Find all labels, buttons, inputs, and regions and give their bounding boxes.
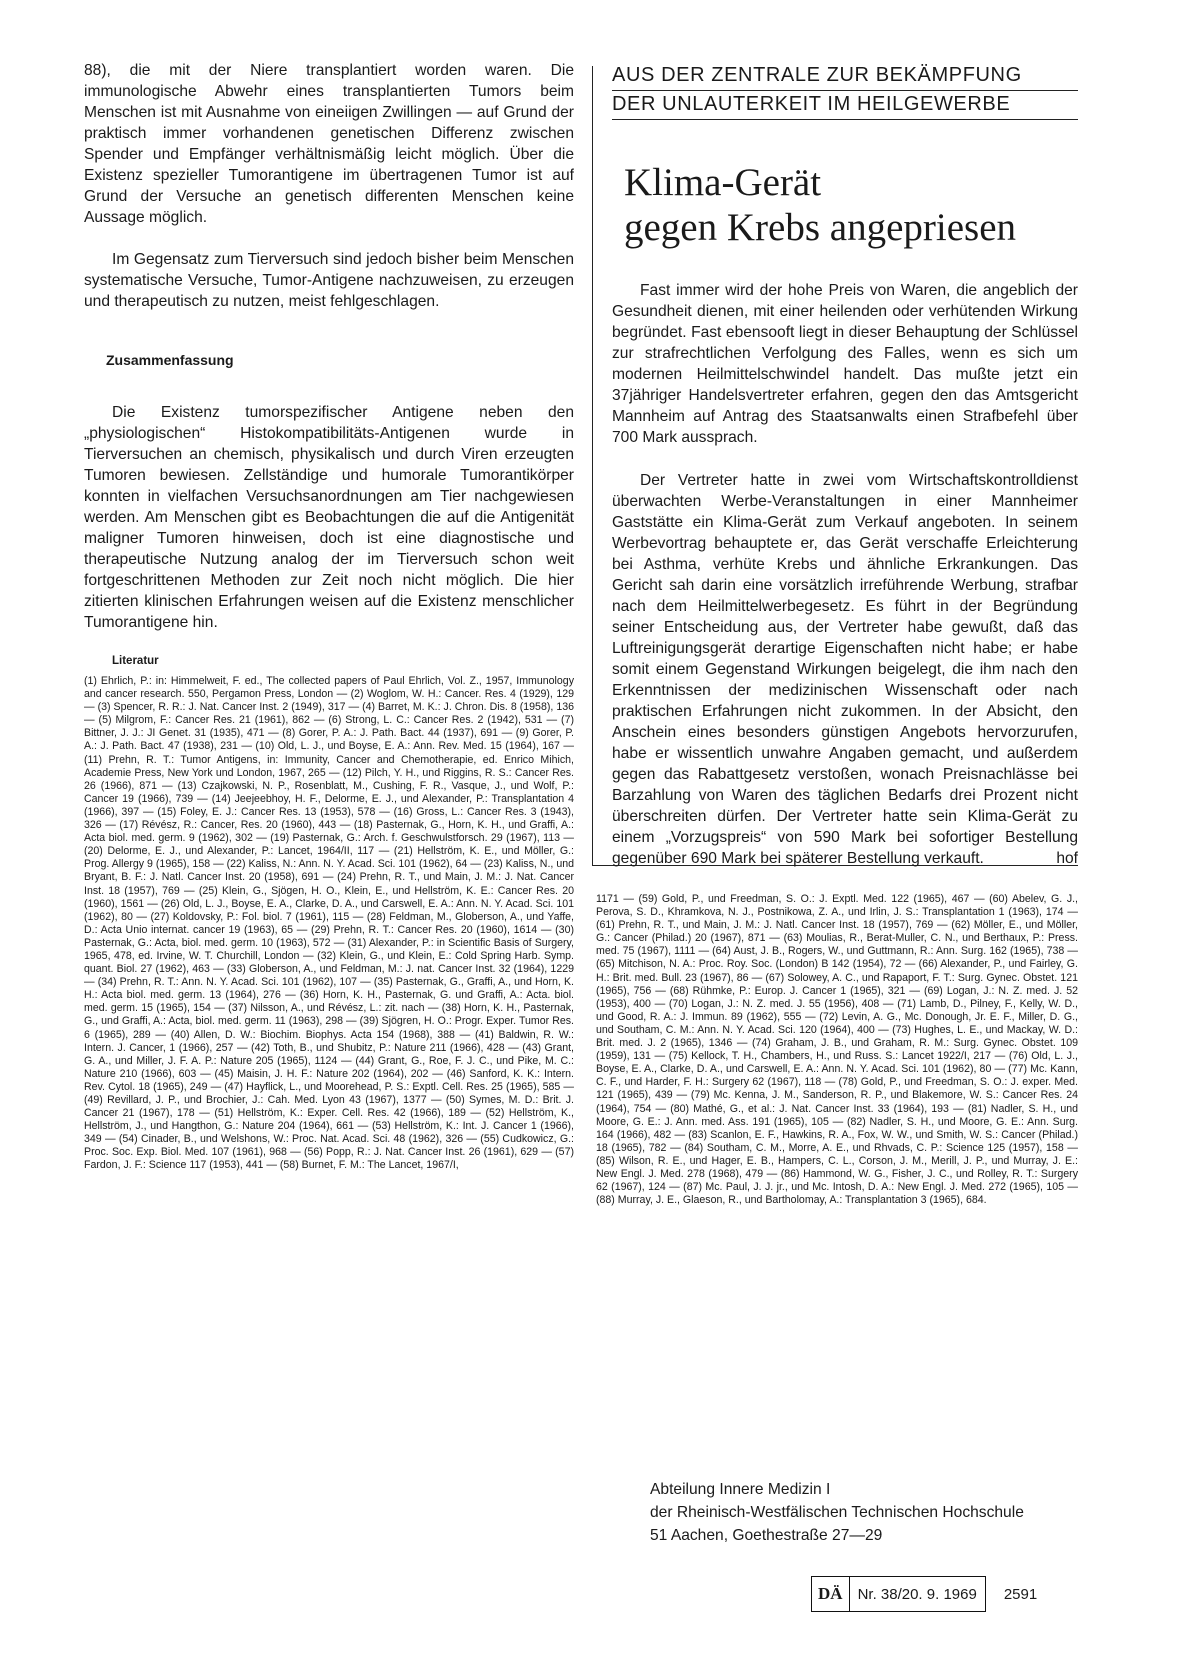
references-list: (1) Ehrlich, P.: in: Himmelweit, F. ed., The collected papers of Paul Ehrlich, Vol. Z., 1957, Immunology and cancer research. 550, Pergamon Press, London — (2) Woglom, W. H.: Cancer. Res. 4 (1929), 129 — (3) Spencer, R. R.: J. Nat. Cancer Inst. 2 (1949), 317 — (4) Barret, M. K.: J. Chron. Dis. 8 (1958), 136 — (5) Milgrom, F.: Cancer Res. 21 (1961), 862 — (6) Strong, L. C.: Cancer Res. 2 (1942), 531 — (7) Bittner, J. J.: JI Genet. 31 (1935), 471 — (8) Gorer, P. A.: J. Path. Bact. 44 (1937), 691 — (9) Gorer, P. A.: J. Path. Bact. 47 (1938), 231 — (10) Old, L. J., und Boyse, E. A.: Ann. Rev. Med. 15 (1964), 167 — (11) Prehn, R. T.: Tumor Antigens, in: Immunity, Cancer and Chemotherapie, ed. Enrico Mihich, Academie Press, New York und London, 1967, 265 — (12) Pilch, Y. H., und Riggins, R. S.: Cancer Res. 26 (1966), 871 — (13) Czajkowski, N. P., Rosenblatt, M., Cushing, F. R., Vasque, J., und Wolf, P.: Cancer 19 (1966), 739 — (14) Jeejeebhoy, H. F., Delorme, E. J., und Alexander, P.: Transplantation 4 (1966), 397 — (15) Foley, E. J.: Cancer Res. 13 (1953), 578 — (16) Gross, L.: Cancer Res. 3 (1943), 326 — (17) Révész, R.: Cancer, Res. 20 (1960), 443 — (18) Pasternak, G., Horn, K. H., und Graffi, A.: Acta biol. med. germ. 9 (1962), 302 — (19) Pasternak, G.: Arch. f. Geschwulstforsch. 29 (1967), 113 — (20) Delorme, E. J., und Alexander, P.: Lancet, 1964/II, 117 — (21) Hellström, K. E., und Möller, G.: Prog. Allergy 9 (1965), 158 — (22) Kaliss, N.: Ann. N. Y. Acad. Sci. 101 (1962), 64 — (23) Kaliss, N., und Bryant, B. F.: J. Natl. Cancer Inst. 20 (1958), 691 — (24) Prehn, R. T., und Main, J. M.: J. Nat. Cancer Inst. 18 (1957), 769 — (25) Klein, G., Sjögen, H. O., Klein, E., und Hellström, K. E.: Cancer Res. 20 (1960), 1561 — (26) Old, L. J., Boyse, E. A., Clarke, D. A., und Carswell, E. A.: Ann. N. Y. Acad. Sci. 101 (1962), 80 — (27) Koldovsky, P.: Fol. biol. 7 (1961), 115 — (28) Feldman, M., Globerson, A., und Yaffe, D.: Acta Unio internat. cancer 19 (1963), 65 — (29) Prehn, R. T.: Cancer Res. 20 (1960), 1614 — (30) Pasternak, G.: Acta, biol. med. germ. 10 (1963), 572 — (31) Alexander, P.: in Scientific Basis of Surgery, 1965, 478, ed. Irvine, W. T. Churchill, London — (32) Klein, G., und Klein, E.: Cold Spring Harb. Symp. quant. Biol. 27 (1962), 463 — (33) Globerson, A., und Feldman, M.: J. nat. Cancer Inst. 32 (1964), 1229 — (34) Prehn, R. T.: Ann. N. Y. Acad. Sci. 101 (1962), 107 — (35) Pasternak, G., Graffi, A., und Horn, K. H.: Acta biol. med. germ. 13 (1964), 276 — (36) Horn, K. H., Pasternak, G. und Graffi, A.: Acta. biol. med. germ. 15 (1965), 154 — (37) Nilsson, A., und Révész, L.: zit. nach — (38) Horn, K. H., Pasternak, G., und Graffi, A.: Acta, biol. med. germ. 11 (1963), 298 — (39) Sjögren, H. O.: Progr. Exper. Tumor Res. 6 (1965), 289 — (40) Allen, D. W.: Biochim. Biophys. Acta 154 (1968), 388 — (41) Baldwin, R. W.: Intern. J. Cancer, 1 (1966), 257 — (42) Toth, B., und Shubitz, P.: Nature 211 (1966), 428 — (43) Grant, G. A., und Miller, J. F. A. P.: Nature 205 (1965), 1124 — (44) Grant, G., Roe, F. J. C., und Pike, M. C.: Nature 210 (1966), 603 — (45) Maisin, J. H. F.: Nature 202 (1964), 202 — (46) Sanford, K. K.: Intern. Rev. Cytol. 18 (1965), 249 — (47) Hayflick, L., und Moorehead, P. S.: Exptl. Cell. Res. 25 (1965), 585 — (49) Revillard, J. P., und Brochier, J.: Cah. Med. Lyon 43 (1967), 1377 — (50) Symes, M. D.: Brit. J. Cancer 21 (1967), 178 — (51) Hellström, K.: Exper. Cell. Res. 42 (1966), 189 — (52) Hellström, K., Hellström, J., und Hangthon, G.: Nature 204 (1964), 661 — (53) Hellström, K.: Int. J. Cancer 1 (1966), 349 — (54) Cinader, B., und Welshons, W.: Proc. Nat. Acad. Sci. 48 (1962), 326 — (55) Cudkowicz, G.: Proc. Soc. Exp. Biol. Med. 107 (1961), 968 — (56) Popp, R.: J. Nat. Cancer Inst. 26 (1961), 629 — (57) Fardon, J. F.: Science 117 (1953), 441 — (58) Burnet, F. M.: The Lancet, 1967/I, [84,675,574,1172]
journal-logo: DÄ [811,1576,850,1612]
issue-number: Nr. 38/20. 9. 1969 [850,1576,986,1612]
author-affiliation [650,1478,1024,1547]
headline-line-1: Klima-Gerät [624,161,822,204]
news-body [612,280,1078,869]
references-continued-block [596,893,1078,1207]
references-continued: 1171 — (59) Gold, P., und Freedman, S. O.: J. Exptl. Med. 122 (1965), 467 — (60) Abelev, G. J., Perova, S. D., Khramkova, N. J., Postnikowa, Z. A., und Irlin, J. S.: Transplantation 1 (1963), 174 — (61) Prehn, R. T., und Main, J. M.: J. Natl. Cancer Inst. 18 (1957), 769 — (62) Möller, E., und Möller, G.: Cancer (Philad.) 20 (1967), 871 — (63) Moulias, R., Berat-Muller, C. N., und Berthaux, P.: Press. med. 75 (1967), 1111 — (64) Aust, J. B., Rogers, W., und Guttmann, R.: Ann. Surg. 162 (1965), 738 — (65) Mitchison, N. A.: Proc. Roy. Soc. (London) B 142 (1954), 72 — (66) Alexander, P., und Fairley, G. H.: Brit. med. Bull. 23 (1967), 86 — (67) Solowey, A. C., und Rapaport, F. T.: Surg. Gynec. Obstet. 121 (1965), 756 — (68) Rühmke, P.: Europ. J. Cancer 1 (1965), 321 — (69) Logan, J.: N. Z. med. J. 52 (1953), 400 — (70) Logan, J.: N. Z. med. J. 55 (1956), 408 — (71) Lamb, D., Pilney, F., Kelly, W. D., und Good, R. A.: J. Immun. 89 (1962), 555 — (72) Levin, A. G., Mc. Donough, Jr. E. F., Miller, D. G., und Southam, C. M.: Ann. N. Y. Acad. Sci. 120 (1964), 400 — (73) Hughes, L. E., und Mackay, W. D.: Brit. med. J. 2 (1965), 1346 — (74) Graham, J. B., und Graham, R. M.: Surg. Gynec. Obstet. 109 (1959), 131 — (75) Kellock, T. H., Chambers, H., und Russ. S.: Lancet 1922/I, 217 — (76) Old, L. J., Boyse, E. A., Clarke, D. A., und Carswell, E. A.: Ann. N. Y. Acad. Sci. 101 (1962), 80 — (77) Mc. Kann, C. F., und Harder, F. H.: Surgery 62 (1967), 118 — (78) Gold, P., und Freedman, S. O.: J. exper. Med. 121 (1965), 439 — (79) Mc. Kenna, J. M., Sanderson, R. P., und Blakemore, W. S.: Cancer Res. 24 (1964), 754 — (80) Mathé, G., et al.: J. Nat. Cancer Inst. 33 (1964), 193 — (81) Nadler, S. H., und Moore, G. E.: J. Ann. med. Ass. 191 (1965), 105 — (82) Nadler, S. H., und Moore, G. E.: Ann. Surg. 164 (1966), 482 — (83) Scanlon, E. F., Hawkins, R. A., Fox, W. W., und Smith, W. S.: Cancer (Philad.) 18 (1965), 782 — (84) Southam, C. M., Morre, A. E., und Rhvads, C. P.: Science 125 (1957), 158 — (85) Wilson, R. E., und Hager, E. B., Hampers, C. L., Corson, J. M., Merill, J. P., und Murray, J. E.: New Engl. J. Med. 278 (1968), 479 — (86) Hammond, W. G., Fisher, J. C., und Rolley, R. T.: Surgery 62 (1967), 124 — (87) Mc. Paul, J. J. jr., und Mc. Intosh, D. A.: New Engl. J. Med. 272 (1965), 105 — (88) Murray, J. E., Glaeson, R., und Bartholomay, A.: Transplantation 3 (1965), 684. [596,893,1078,1207]
intro-paragraph: 88), die mit der Niere transplantiert worden waren. Die immunologische Abwehr eines transplantierten Tumors beim Menschen ist mit Ausnahme von eineiigen Zwillingen — auf Grund der praktisch immer vorhandenen genetischen Differenz zwischen Spender und Empfänger verhältnismäßig leicht möglich. Über die Existenz spezieller Tumorantigene im übertragenen Tumor ist auf Grund der Versuche an genetisch differenten Menschen keine Aussage möglich. [84,62,574,226]
news-paragraph-2 [612,470,1078,869]
author-signature: hof [1056,850,1078,867]
page-footer [811,1576,1037,1612]
column-divider [592,66,593,866]
affiliation-line-2: der Rheinisch-Westfälischen Technischen Hochschule [650,1504,1024,1521]
second-paragraph: Im Gegensatz zum Tierversuch sind jedoch bisher beim Menschen systematische Versuche, Tumor-Antigene nachzuweisen, zu erzeugen und therapeutisch zu nutzen, meist fehlgeschlagen. [84,251,574,310]
news-paragraph-1: Fast immer wird der hohe Preis von Waren, die angeblich der Gesundheit dienen, mit einer heilenden oder verhütenden Wirkung begründet. Fast ebensooft liegt in dieser Behauptung der Schlüssel zur strafrechtlichen Verfolgung des Falles, wenn es sich um modernen Heilmittelschwindel handelt. Das mußte jetzt ein 37jähriger Handelsvertreter erfahren, gegen den das Amtsgericht Mannheim auf Antrag des Staatsanwalts einen Strafbefehl über 700 Mark aussprach. [612,282,1078,446]
affiliation-line-1: Abteilung Innere Medizin I [650,1481,831,1498]
kicker-line-1: AUS DER ZENTRALE ZUR BEKÄMPFUNG [612,62,1078,91]
headline [624,160,1078,250]
kicker-line-2: DER UNLAUTERKEIT IM HEILGEWERBE [612,91,1078,120]
summary-heading: Zusammenfassung [106,352,234,368]
left-column [84,60,574,1173]
affiliation-line-3: 51 Aachen, Goethestraße 27—29 [650,1527,883,1544]
news-paragraph-2-text: Der Vertreter hatte in zwei vom Wirtschaftskontrolldienst überwachten Werbe-Veranstaltungen in einer Mannheimer Gaststätte ein Klima-Gerät zum Verkauf angeboten. In seinem Werbevortrag behauptete er, das Gerät verschaffe Erleichterung bei Asthma, verhüte Krebs und ähnliche Erkrankungen. Das Gericht sah darin eine vorsätzlich irreführende Werbung, strafbar nach dem Heilmittelwerbegesetz. Es führt in der Begründung seiner Entscheidung aus, der Vertreter habe gewußt, daß das Luftreinigungsgerät derartige Eigenschaften nicht habe; er habe somit einem Gegenstand Wirkungen beigelegt, die ihm nach den Erkenntnissen der medizinischen Wissenschaft oder nach praktischen Erfahrungen nicht zukommen. In der Absicht, den Anschein eines besonders günstigen Angebots hervorzurufen, habe er wissentlich unwahre Angaben gemacht, und außerdem gegen das Rabattgesetz verstoßen, wonach Preisnachlässe bei Barzahlung von Waren des täglichen Bedarfs drei Prozent nicht überschreiten dürfen. Der Vertreter hatte sein Klima-Gerät zu einem „Vorzugspreis“ von 590 Mark bei sofortiger Bestellung gegenüber 690 Mark bei späterer Bestellung verkauft. [612,472,1078,867]
page-number: 2591 [1003,1585,1038,1603]
summary-text: Die Existenz tumorspezifischer Antigene neben den „physiologischen“ Histokompatibilitäts-Antigenen wurde in Tierversuchen an chemisch, physikalisch und durch Viren erzeugten Tumoren bewiesen. Zellständige und humorale Tumorantikörper konnten in vielfachen Versuchsanordnungen am Tier nachgewiesen werden. Am Menschen gibt es Beobachtungen die auf die Antigenität maligner Tumoren hinweisen, doch ist eine diagnostische und therapeutische Nutzung analog der im Tierversuch schon weit fortgeschrittenen Methoden zur Zeit noch nicht möglich. Die hier zitierten klinischen Erfahrungen weisen auf die Existenz menschlicher Tumorantigene hin. [84,404,574,631]
news-box [612,62,1078,891]
literature-heading: Literatur [112,655,159,667]
headline-line-2: gegen Krebs angepriesen [624,206,1016,249]
